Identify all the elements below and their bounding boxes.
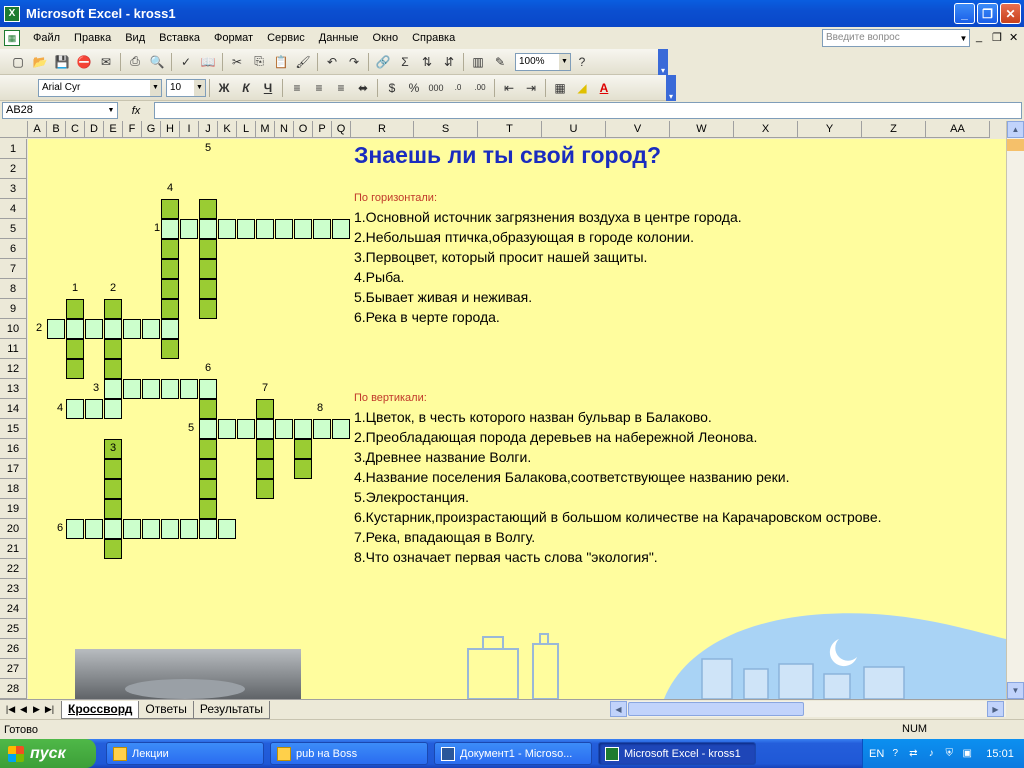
crossword-cell[interactable] <box>294 219 312 239</box>
word-icon <box>441 747 455 761</box>
status-num: NUM <box>902 723 928 735</box>
crossword-cell[interactable] <box>104 499 122 519</box>
crossword-cell[interactable] <box>104 339 122 359</box>
crossword-cell[interactable] <box>66 319 84 339</box>
row-header[interactable]: 19 <box>0 499 27 519</box>
menu-window[interactable]: Окно <box>372 32 399 44</box>
clue-number: 7 <box>262 382 269 394</box>
borders-icon[interactable]: ▦ <box>554 80 566 95</box>
clue-horizontal: 5.Бывает живая и неживая. <box>354 289 533 305</box>
scroll-left-icon[interactable]: ◀ <box>610 701 627 717</box>
scroll-thumb[interactable] <box>1007 139 1024 151</box>
format-painter-icon[interactable]: 🖌 <box>295 54 311 69</box>
column-header[interactable]: T <box>478 121 542 138</box>
task-pub-boss[interactable] <box>270 742 428 765</box>
chevron-down-icon[interactable]: ▼ <box>150 80 161 96</box>
column-header[interactable]: Q <box>332 121 351 138</box>
row-header[interactable]: 13 <box>0 379 27 399</box>
clue-horizontal: 1.Основной источник загрязнения воздуха в центре города. <box>354 209 742 225</box>
row-header[interactable]: 28 <box>0 679 27 699</box>
column-header[interactable]: AA <box>926 121 990 138</box>
hyperlink-icon[interactable]: 🔗 <box>375 54 391 69</box>
clue-number: 5 <box>188 422 195 434</box>
next-sheet-icon[interactable]: ▶ <box>33 704 40 714</box>
folder-icon <box>277 747 291 761</box>
row-header[interactable]: 26 <box>0 639 27 659</box>
clue-vertical: 1.Цветок, в честь которого назван бульвар в Балаково. <box>354 409 712 425</box>
doc-restore-icon[interactable]: ❐ <box>992 32 1002 44</box>
crossword-title: Знаешь ли ты свой город? <box>354 142 661 168</box>
crossword-cell[interactable] <box>218 219 236 239</box>
crossword-cell[interactable] <box>161 519 179 539</box>
crossword-cell[interactable] <box>199 439 217 459</box>
zoom-value: 100% <box>519 55 545 67</box>
column-header[interactable]: Z <box>862 121 926 138</box>
first-sheet-icon[interactable]: |◀ <box>5 704 16 714</box>
clue-number: 5 <box>205 142 212 154</box>
separator <box>282 79 283 97</box>
chevron-down-icon[interactable]: ▼ <box>559 54 570 70</box>
bold-button[interactable]: Ж <box>218 80 230 95</box>
row-header[interactable]: 15 <box>0 419 27 439</box>
restore-button[interactable]: ❐ <box>977 3 998 24</box>
crossword-cell[interactable] <box>85 399 103 419</box>
column-header[interactable]: S <box>414 121 478 138</box>
separator <box>545 79 546 97</box>
crossword-cell[interactable] <box>294 439 312 459</box>
merge-center-icon[interactable]: ⬌ <box>357 80 369 95</box>
select-all-corner[interactable] <box>0 121 28 138</box>
crossword-cell[interactable] <box>123 379 141 399</box>
column-header[interactable]: O <box>294 121 313 138</box>
crossword-cell[interactable] <box>199 519 217 539</box>
formula-input[interactable] <box>154 102 1022 119</box>
status-ready: Готово <box>4 723 38 736</box>
clue-number: 3 <box>110 442 117 454</box>
crossword-cell[interactable] <box>161 259 179 279</box>
toolbar-options-icon[interactable]: ▾ <box>658 49 668 75</box>
clue-vertical: 5.Элекростанция. <box>354 489 470 505</box>
crossword-cell[interactable] <box>161 339 179 359</box>
crossword-cell[interactable] <box>218 519 236 539</box>
decrease-indent-icon[interactable]: ⇤ <box>503 80 515 95</box>
standard-toolbar <box>0 49 668 75</box>
column-header[interactable]: E <box>104 121 123 138</box>
monitor-tray-icon[interactable]: ▣ <box>962 748 972 759</box>
crossword-cell[interactable] <box>199 399 217 419</box>
vertical-heading: По вертикали: <box>354 392 427 404</box>
print-preview-icon[interactable]: 🔍 <box>149 54 165 69</box>
vertical-scrollbar[interactable] <box>1006 121 1024 699</box>
ask-dropdown-icon[interactable]: ▼ <box>959 33 968 43</box>
crossword-cell[interactable] <box>66 519 84 539</box>
crossword-cell[interactable] <box>104 379 122 399</box>
clue-number: 6 <box>57 522 64 534</box>
separator <box>209 79 210 97</box>
spelling-icon[interactable]: ✓ <box>180 54 192 69</box>
clue-number: 1 <box>72 282 79 294</box>
menu-insert[interactable]: Вставка <box>159 32 201 44</box>
crossword-cell[interactable] <box>104 359 122 379</box>
scroll-down-icon[interactable]: ▼ <box>1007 682 1024 699</box>
column-header[interactable]: D <box>85 121 104 138</box>
taskbar <box>0 739 1024 768</box>
task-label: Лекции <box>132 747 169 760</box>
font-value: Arial Cyr <box>42 81 81 93</box>
clue-number: 1 <box>154 222 161 234</box>
paste-icon[interactable]: 📋 <box>273 54 289 69</box>
scroll-up-icon[interactable]: ▲ <box>1007 121 1024 138</box>
clue-vertical: 3.Древнее название Волги. <box>354 449 532 465</box>
crossword-cell[interactable] <box>104 319 122 339</box>
open-icon[interactable]: 📂 <box>32 54 48 69</box>
clock: 15:01 <box>986 747 1014 760</box>
clue-number: 2 <box>36 322 43 334</box>
network-tray-icon[interactable]: ⇄ <box>909 748 918 759</box>
formula-bar <box>0 101 1024 120</box>
windows-logo-icon <box>8 746 24 762</box>
column-header[interactable]: N <box>275 121 294 138</box>
column-header[interactable]: H <box>161 121 180 138</box>
prev-sheet-icon[interactable]: ◀ <box>20 704 27 714</box>
redo-icon[interactable]: ↷ <box>348 54 360 69</box>
row-header[interactable]: 20 <box>0 519 27 539</box>
clue-number: 8 <box>317 402 324 414</box>
undo-icon[interactable]: ↶ <box>326 54 338 69</box>
row-header[interactable]: 1 <box>0 139 27 159</box>
horizontal-heading: По горизонтали: <box>354 192 437 204</box>
crossword-cell[interactable] <box>199 279 217 299</box>
row-header[interactable]: 2 <box>0 159 27 179</box>
separator <box>171 53 172 71</box>
permission-icon[interactable]: ⛔ <box>76 54 92 69</box>
print-icon[interactable]: ⎙ <box>130 54 140 68</box>
crossword-cell[interactable] <box>199 379 217 399</box>
crossword-cell[interactable] <box>237 419 255 439</box>
last-sheet-icon[interactable]: ▶| <box>44 704 55 714</box>
clue-number: 6 <box>205 362 212 374</box>
clue-horizontal: 2.Небольшая птичка,образующая в городе колонии. <box>354 229 694 245</box>
window-title: Microsoft Excel - kross1 <box>26 6 176 21</box>
column-header[interactable]: V <box>606 121 670 138</box>
separator <box>317 53 318 71</box>
font-size-select[interactable] <box>166 79 206 97</box>
row-header[interactable]: 27 <box>0 659 27 679</box>
minimize-button[interactable]: _ <box>954 3 975 24</box>
help-tray-icon[interactable]: ? <box>892 748 899 759</box>
crossword-cell[interactable] <box>218 419 236 439</box>
clue-number: 3 <box>93 382 100 394</box>
clue-number: 4 <box>57 402 64 414</box>
column-header[interactable]: P <box>313 121 332 138</box>
row-header[interactable]: 25 <box>0 619 27 639</box>
crossword-cell[interactable] <box>256 219 274 239</box>
security-tray-icon[interactable]: ⛨ <box>945 748 954 759</box>
menu-file[interactable]: Файл <box>33 32 61 44</box>
separator <box>377 79 378 97</box>
separator <box>368 53 369 71</box>
clue-horizontal: 6.Река в черте города. <box>354 309 500 325</box>
crossword-cell[interactable] <box>199 479 217 499</box>
clue-vertical: 6.Кустарник,произрастающий в большом количестве на Карачаровском острове. <box>354 509 882 525</box>
clue-horizontal: 3.Первоцвет, который просит нашей защиты. <box>354 249 648 265</box>
start-button[interactable] <box>0 739 96 768</box>
email-icon[interactable]: ✉ <box>100 54 112 69</box>
clue-number: 4 <box>167 182 174 194</box>
window-titlebar <box>0 0 1024 27</box>
name-box[interactable] <box>2 102 118 119</box>
crossword-cell[interactable] <box>142 319 160 339</box>
start-label: пуск <box>30 744 66 762</box>
crossword-cell[interactable] <box>180 519 198 539</box>
crossword-cell[interactable] <box>123 519 141 539</box>
column-header[interactable]: C <box>66 121 85 138</box>
crossword-cell[interactable] <box>66 339 84 359</box>
crossword-cell[interactable] <box>104 459 122 479</box>
crossword-cell[interactable] <box>85 319 103 339</box>
night-city-image <box>664 609 1006 699</box>
task-label: Документ1 - Microso... <box>460 747 573 760</box>
task-label: Microsoft Excel - kross1 <box>624 747 741 760</box>
crossword-cell[interactable] <box>332 419 350 439</box>
column-header[interactable]: W <box>670 121 734 138</box>
toolbar-options-icon[interactable]: ▾ <box>666 75 676 101</box>
copy-icon[interactable]: ⎘ <box>254 54 264 68</box>
autosum-icon[interactable]: Σ <box>401 54 409 69</box>
crossword-cell[interactable] <box>199 499 217 519</box>
column-header[interactable]: K <box>218 121 237 138</box>
drawing-icon[interactable]: ✎ <box>494 54 506 69</box>
column-header[interactable]: R <box>351 121 414 138</box>
crossword-cell[interactable] <box>161 379 179 399</box>
row-header[interactable]: 23 <box>0 579 27 599</box>
row-header[interactable]: 16 <box>0 439 27 459</box>
crossword-cell[interactable] <box>332 219 350 239</box>
clue-number: 2 <box>110 282 117 294</box>
crossword-cell[interactable] <box>256 419 274 439</box>
crossword-cell[interactable] <box>313 219 331 239</box>
decrease-decimal-icon[interactable]: .00 <box>474 83 486 92</box>
crossword-cell[interactable] <box>275 419 293 439</box>
crossword-cell[interactable] <box>161 239 179 259</box>
excel-icon <box>605 747 619 761</box>
language-indicator[interactable]: EN <box>869 747 885 760</box>
row-header[interactable]: 14 <box>0 399 27 419</box>
chevron-down-icon[interactable]: ▼ <box>194 80 205 96</box>
row-header[interactable]: 5 <box>0 219 27 239</box>
system-tray <box>862 739 1024 768</box>
cut-icon[interactable]: ✂ <box>231 54 243 69</box>
crossword-cell[interactable] <box>123 319 141 339</box>
increase-decimal-icon[interactable]: .0 <box>454 83 462 92</box>
crossword-cell[interactable] <box>66 399 84 419</box>
workbook-icon[interactable]: ▦ <box>4 30 20 46</box>
column-header[interactable]: U <box>542 121 606 138</box>
zoom-select[interactable] <box>515 53 571 71</box>
menu-tools[interactable]: Сервис <box>267 32 305 44</box>
tab-krossvord[interactable]: Кроссворд <box>61 701 139 719</box>
crossword-cell[interactable] <box>199 299 217 319</box>
font-color-icon[interactable]: A <box>599 80 609 95</box>
tab-otvety[interactable]: Ответы <box>138 701 193 719</box>
doc-minimize-icon[interactable]: _ <box>976 31 983 43</box>
currency-icon[interactable]: $ <box>388 80 396 95</box>
menu-data[interactable]: Данные <box>318 32 359 44</box>
column-header[interactable]: L <box>237 121 256 138</box>
crossword-cell[interactable] <box>256 479 274 499</box>
crossword-cell[interactable] <box>66 299 84 319</box>
crossword-cell[interactable] <box>47 319 65 339</box>
crossword-cell[interactable] <box>85 519 103 539</box>
thousands-icon[interactable]: 000 <box>428 82 444 93</box>
fill-color-icon[interactable]: ◢ <box>577 80 587 95</box>
row-header[interactable]: 6 <box>0 239 27 259</box>
save-icon[interactable]: 💾 <box>54 54 70 69</box>
menu-help[interactable]: Справка <box>412 32 456 44</box>
align-left-icon[interactable]: ≡ <box>293 80 301 95</box>
column-header[interactable]: I <box>180 121 199 138</box>
hscroll-thumb[interactable] <box>628 702 804 716</box>
crossword-cell[interactable] <box>104 479 122 499</box>
font-size-value: 10 <box>170 81 182 93</box>
underline-button[interactable]: Ч <box>263 80 273 95</box>
row-header[interactable]: 7 <box>0 259 27 279</box>
separator <box>120 53 121 71</box>
factory-drawing-image <box>458 629 578 699</box>
excel-app-icon[interactable]: X <box>4 6 20 22</box>
menu-format[interactable]: Формат <box>214 32 254 44</box>
sort-descending-icon[interactable]: ⇵ <box>443 54 455 69</box>
row-header[interactable]: 9 <box>0 299 27 319</box>
menu-view[interactable]: Вид <box>125 32 146 44</box>
row-header[interactable]: 11 <box>0 339 27 359</box>
volume-tray-icon[interactable]: ♪ <box>928 748 934 759</box>
tab-rezultaty[interactable]: Результаты <box>193 701 270 719</box>
crossword-cell[interactable] <box>180 379 198 399</box>
row-header[interactable]: 3 <box>0 179 27 199</box>
help-icon[interactable]: ? <box>578 54 586 69</box>
crossword-cell[interactable] <box>256 459 274 479</box>
align-center-icon[interactable]: ≡ <box>315 80 323 95</box>
crossword-cell[interactable] <box>104 299 122 319</box>
clue-vertical: 2.Преобладающая порода деревьев на набережной Леонова. <box>354 429 758 445</box>
crossword-cell[interactable] <box>66 359 84 379</box>
crossword-cell[interactable] <box>294 419 312 439</box>
new-icon[interactable]: ▢ <box>12 54 24 69</box>
crossword-cell[interactable] <box>104 399 122 419</box>
crossword-cell[interactable] <box>161 279 179 299</box>
worksheet[interactable] <box>28 139 1006 699</box>
crossword-cell[interactable] <box>256 439 274 459</box>
crossword-cell[interactable] <box>199 199 217 219</box>
clue-vertical: 4.Название поселения Балакова,соответствующее названию реки. <box>354 469 790 485</box>
formatting-toolbar <box>0 75 676 101</box>
font-select[interactable] <box>38 79 162 97</box>
separator <box>494 79 495 97</box>
ask-question-input[interactable]: Введите вопрос <box>822 29 970 47</box>
separator <box>463 53 464 71</box>
status-bar <box>0 719 1024 739</box>
separator <box>222 53 223 71</box>
clue-horizontal: 4.Рыба. <box>354 269 405 285</box>
crossword-cell[interactable] <box>142 379 160 399</box>
italic-button[interactable]: К <box>242 80 250 95</box>
column-header[interactable]: M <box>256 121 275 138</box>
crossword-cell[interactable] <box>237 219 255 239</box>
task-label: pub на Boss <box>296 747 358 760</box>
crossword-cell[interactable] <box>104 539 122 559</box>
align-right-icon[interactable]: ≡ <box>337 80 345 95</box>
column-header[interactable]: A <box>28 121 47 138</box>
clue-vertical: 7.Река, впадающая в Волгу. <box>354 529 536 545</box>
row-header[interactable]: 18 <box>0 479 27 499</box>
increase-indent-icon[interactable]: ⇥ <box>525 80 537 95</box>
crossword-cell[interactable] <box>313 419 331 439</box>
chevron-down-icon[interactable]: ▼ <box>107 107 115 114</box>
row-header[interactable]: 17 <box>0 459 27 479</box>
crossword-cell[interactable] <box>142 519 160 539</box>
doc-close-icon[interactable]: ✕ <box>1009 32 1019 44</box>
task-excel-kross1[interactable] <box>598 742 756 765</box>
crossword-cell[interactable] <box>199 219 217 239</box>
crossword-cell[interactable] <box>161 199 179 219</box>
horizontal-scrollbar[interactable] <box>610 701 1006 717</box>
row-header[interactable]: 10 <box>0 319 27 339</box>
row-header[interactable]: 21 <box>0 539 27 559</box>
column-header[interactable]: Y <box>798 121 862 138</box>
folder-icon <box>113 747 127 761</box>
crossword-cell[interactable] <box>199 419 217 439</box>
row-header[interactable]: 12 <box>0 359 27 379</box>
crossword-cell[interactable] <box>161 219 179 239</box>
sort-ascending-icon[interactable]: ⇅ <box>421 54 433 69</box>
photo-image <box>75 649 301 699</box>
crossword-cell[interactable] <box>161 319 179 339</box>
row-header[interactable]: 4 <box>0 199 27 219</box>
crossword-cell[interactable] <box>275 219 293 239</box>
crossword-cell[interactable] <box>199 459 217 479</box>
close-button[interactable]: ✕ <box>1000 3 1021 24</box>
crossword-cell[interactable] <box>199 259 217 279</box>
name-box-value: AB28 <box>6 104 33 116</box>
insert-function-icon[interactable]: fx <box>131 104 141 117</box>
percent-icon[interactable]: % <box>408 80 420 95</box>
row-header[interactable]: 8 <box>0 279 27 299</box>
column-header[interactable]: J <box>199 121 218 138</box>
crossword-cell[interactable] <box>199 239 217 259</box>
row-header[interactable]: 24 <box>0 599 27 619</box>
task-word-document[interactable] <box>434 742 592 765</box>
scroll-right-icon[interactable]: ▶ <box>987 701 1004 717</box>
column-header[interactable]: F <box>123 121 142 138</box>
column-header[interactable]: X <box>734 121 798 138</box>
crossword-cell[interactable] <box>161 299 179 319</box>
research-icon[interactable]: 📖 <box>200 54 216 69</box>
crossword-cell[interactable] <box>180 219 198 239</box>
chart-wizard-icon[interactable]: ▥ <box>472 54 484 69</box>
crossword-cell[interactable] <box>256 399 274 419</box>
crossword-cell[interactable] <box>294 459 312 479</box>
row-header[interactable]: 22 <box>0 559 27 579</box>
column-header[interactable]: G <box>142 121 161 138</box>
crossword-cell[interactable] <box>104 519 122 539</box>
column-header[interactable]: B <box>47 121 66 138</box>
clue-vertical: 8.Что означает первая часть слова "экология". <box>354 549 658 565</box>
task-lekcii[interactable] <box>106 742 264 765</box>
menu-edit[interactable]: Правка <box>74 32 112 44</box>
